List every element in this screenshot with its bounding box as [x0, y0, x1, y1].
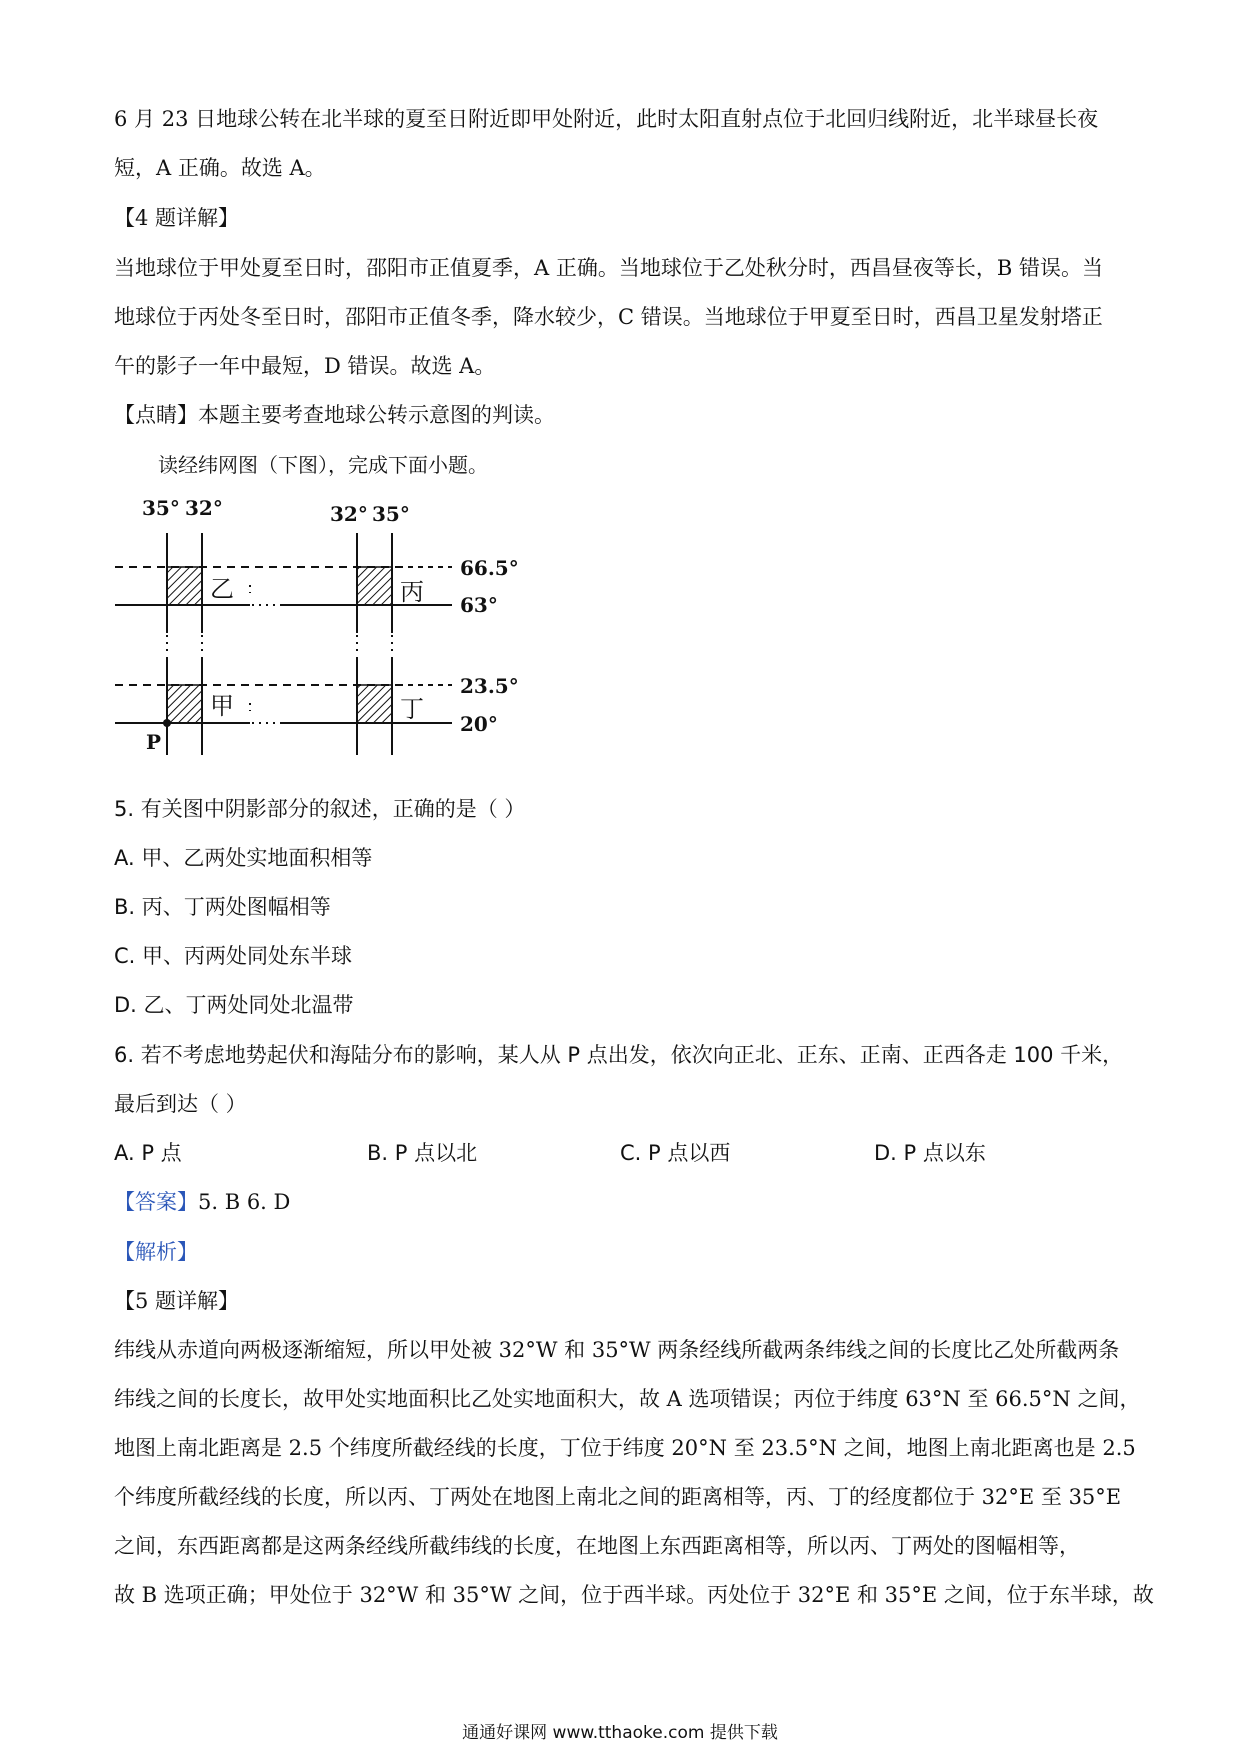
- hatched-cell-upper-left: [167, 567, 202, 605]
- q4-detail-heading: 【4 题详解】: [114, 206, 240, 230]
- footer-credit: 通通好课网 www.tthaoke.com 提供下载: [462, 1723, 778, 1743]
- q5-detail-line-6: 故 B 选项正确；甲处位于 32°W 和 35°W 之间，位于西半球。丙处位于 32°E 和 35°E 之间，位于东半球，故: [114, 1583, 1154, 1607]
- lat-label-20: 20°: [460, 712, 498, 736]
- hatched-cell-lower-left: [167, 685, 202, 723]
- q5-detail-line-5: 之间，东西距离都是这两条经线所截纬线的长度，在地图上东西距离相等，所以丙、丁两处的图幅相等，: [114, 1534, 1080, 1558]
- q5-detail-line-4: 个纬度所截经线的长度，所以丙、丁两处在地图上南北之间的距离相等，丙、丁的经度都位于 32°E 至 35°E: [114, 1485, 1122, 1509]
- lon-label-left-35: 35°: [142, 496, 180, 520]
- q6-option-b: B. P 点以北: [367, 1141, 478, 1165]
- point-p-marker: [163, 719, 171, 727]
- lon-label-right-32: 32°: [330, 502, 368, 526]
- cell-label-bing: 丙: [400, 578, 424, 606]
- hatched-cell-upper-right: [357, 567, 392, 605]
- lon-label-right-35: 35°: [372, 502, 410, 526]
- q5-detail-line-1: 纬线从赤道向两极逐渐缩短，所以甲处被 32°W 和 35°W 两条经线所截两条纬线之间的长度比乙处所截两条: [114, 1338, 1120, 1362]
- q5-option-b: B. 丙、丁两处图幅相等: [114, 895, 331, 919]
- q6-option-c: C. P 点以西: [620, 1141, 731, 1165]
- q4-detail-line-1: 当地球位于甲处夏至日时，邵阳市正值夏季，A 正确。当地球位于乙处秋分时，西昌昼夜等长，B 错误。当: [114, 256, 1103, 280]
- q6-option-a: A. P 点: [114, 1141, 182, 1165]
- q5-detail-line-2: 纬线之间的长度长，故甲处实地面积比乙处实地面积大，故 A 选项错误；丙位于纬度 63°N 至 66.5°N 之间，: [114, 1387, 1141, 1411]
- q5-detail-heading: 【5 题详解】: [114, 1289, 240, 1313]
- q4-detail-line-3: 午的影子一年中最短，D 错误。故选 A。: [114, 354, 496, 378]
- dianjing-note: 【点睛】本题主要考查地球公转示意图的判读。: [114, 403, 555, 427]
- answer-line: [114, 1188, 1134, 1216]
- prev-answer-line-1: 6 月 23 日地球公转在北半球的夏至日附近即甲处附近，此时太阳直射点位于北回归线附近，北半球昼长夜: [114, 107, 1099, 131]
- q6-stem-line-1: 6. 若不考虑地势起伏和海陆分布的影响，某人从 P 点出发，依次向正北、正东、正南、正西各走 100 千米，: [114, 1043, 1124, 1067]
- q4-detail-line-2: 地球位于丙处冬至日时，邵阳市正值冬季，降水较少，C 错误。当地球位于甲夏至日时，西昌卫星发射塔正: [114, 305, 1103, 329]
- q5-option-c: C. 甲、丙两处同处东半球: [114, 944, 353, 968]
- q5-stem: 5. 有关图中阴影部分的叙述，正确的是（ ）: [114, 797, 526, 821]
- lat-label-66-5: 66.5°: [460, 556, 519, 580]
- q6-option-d: D. P 点以东: [874, 1141, 986, 1165]
- answer-label: 【答案】: [114, 1190, 198, 1214]
- q5-detail-line-3: 地图上南北距离是 2.5 个纬度所截经线的长度，丁位于纬度 20°N 至 23.5°N 之间，地图上南北距离也是 2.5: [114, 1436, 1136, 1460]
- q6-stem-line-2: 最后到达（ ）: [114, 1092, 247, 1116]
- point-p-label: P: [146, 730, 162, 754]
- lon-label-left-32: 32°: [185, 496, 223, 520]
- cell-label-ding: 丁: [400, 695, 424, 723]
- hatched-cell-lower-right: [357, 685, 392, 723]
- q5-option-a: A. 甲、乙两处实地面积相等: [114, 846, 373, 870]
- graticule-figure: [110, 485, 550, 775]
- lat-label-63: 63°: [460, 593, 498, 617]
- answer-text: 5. B 6. D: [198, 1190, 291, 1214]
- q5-option-d: D. 乙、丁两处同处北温带: [114, 993, 354, 1017]
- cell-label-jia: 甲: [210, 692, 234, 720]
- cell-label-yi: 乙: [210, 575, 234, 603]
- figure-caption: 读经纬网图（下图），完成下面小题。: [158, 453, 488, 477]
- prev-answer-line-2: 短，A 正确。故选 A。: [114, 156, 326, 180]
- lat-label-23-5: 23.5°: [460, 674, 519, 698]
- analysis-label: 【解析】: [114, 1240, 198, 1264]
